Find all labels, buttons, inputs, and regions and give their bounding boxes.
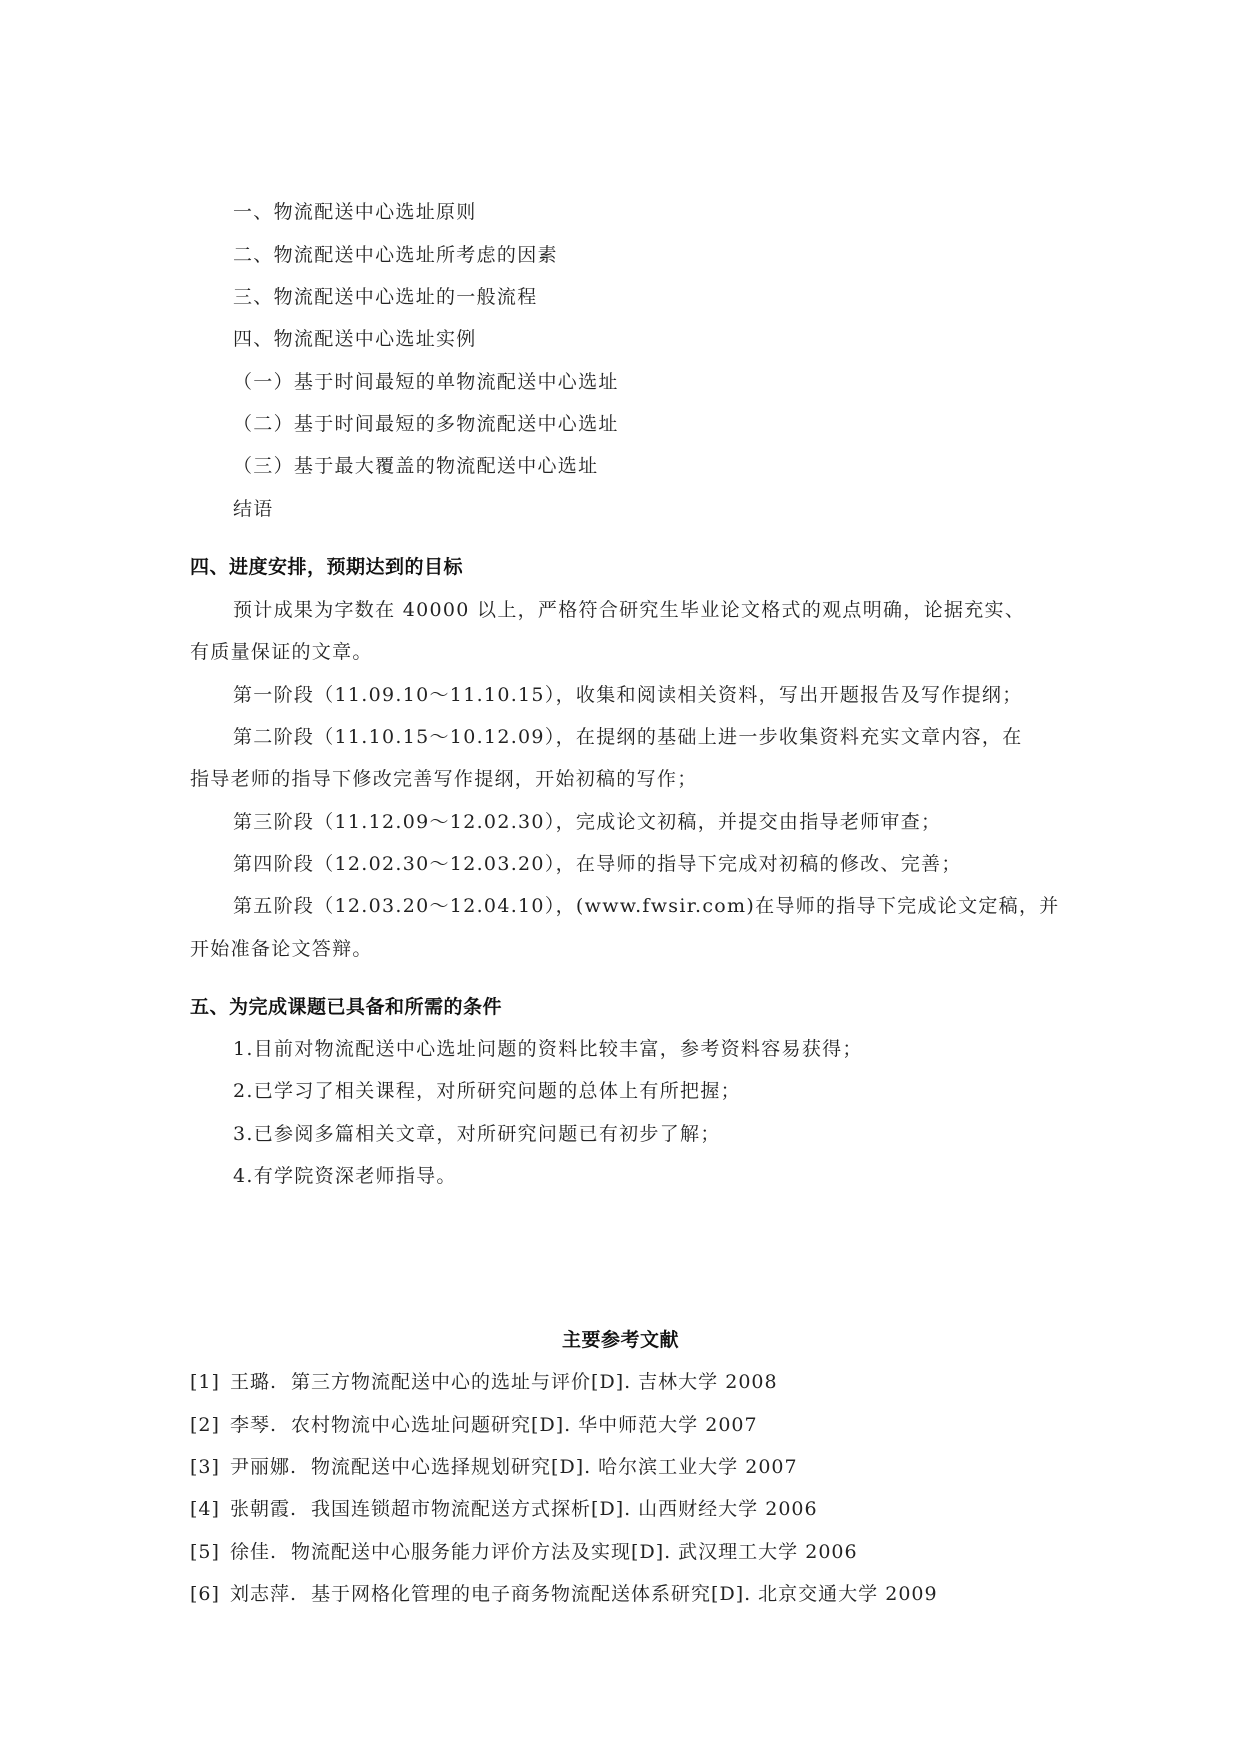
reference-number: [1] — [190, 1371, 220, 1393]
reference-text: 物流配送中心选择规划研究[D]. 哈尔滨工业大学 2007 — [311, 1456, 798, 1478]
reference-number: [2] — [190, 1414, 220, 1436]
reference-number: [5] — [190, 1541, 220, 1563]
reference-text: 农村物流中心选址问题研究[D]. 华中师范大学 2007 — [291, 1414, 758, 1436]
reference-text: 基于网格化管理的电子商务物流配送体系研究[D]. 北京交通大学 2009 — [311, 1583, 938, 1605]
reference-author: 刘志萍. — [230, 1583, 298, 1605]
outline-item: （一）基于时间最短的单物流配送中心选址 — [233, 371, 619, 393]
reference-author: 王璐. — [230, 1371, 278, 1393]
reference-number: [6] — [190, 1583, 220, 1605]
reference-text: 我国连锁超市物流配送方式探析[D]. 山西财经大学 2006 — [311, 1498, 818, 1520]
paragraph-line: 有质量保证的文章。 — [190, 641, 373, 663]
reference-item — [190, 1496, 818, 1522]
outline-item: 二、物流配送中心选址所考虑的因素 — [233, 244, 558, 266]
outline-item: 一、物流配送中心选址原则 — [233, 201, 477, 223]
reference-item — [190, 1581, 938, 1607]
paragraph-line: 第四阶段（12.02.30～12.03.20），在导师的指导下完成对初稿的修改、完善； — [233, 853, 962, 875]
section-heading: 四、进度安排，预期达到的目标 — [190, 556, 464, 578]
reference-author: 尹丽娜. — [230, 1456, 298, 1478]
section-heading: 五、为完成课题已具备和所需的条件 — [190, 996, 503, 1018]
condition-item: 1.目前对物流配送中心选址问题的资料比较丰富，参考资料容易获得； — [233, 1038, 863, 1060]
outline-item: （二）基于时间最短的多物流配送中心选址 — [233, 413, 619, 435]
reference-item — [190, 1412, 758, 1438]
reference-text: 物流配送中心服务能力评价方法及实现[D]. 武汉理工大学 2006 — [291, 1541, 858, 1563]
outline-item: 四、物流配送中心选址实例 — [233, 328, 477, 350]
paragraph-line: 第三阶段（11.12.09～12.02.30），完成论文初稿，并提交由指导老师审查； — [233, 811, 942, 833]
paragraph-line: 第五阶段（12.03.20～12.04.10），(www.fwsir.com)在导师的指导下完成论文定稿，并 — [233, 895, 1060, 917]
outline-item: （三）基于最大覆盖的物流配送中心选址 — [233, 455, 599, 477]
references-title: 主要参考文献 — [561, 1329, 679, 1351]
paragraph-line: 指导老师的指导下修改完善写作提纲，开始初稿的写作； — [190, 768, 698, 790]
reference-author: 张朝霞. — [230, 1498, 298, 1520]
paragraph-line: 第二阶段（11.10.15～10.12.09），在提纲的基础上进一步收集资料充实文章内容，在 — [233, 726, 1023, 748]
reference-text: 第三方物流配送中心的选址与评价[D]. 吉林大学 2008 — [291, 1371, 778, 1393]
reference-author: 徐佳. — [230, 1541, 278, 1563]
reference-item — [190, 1539, 858, 1565]
outline-item: 三、物流配送中心选址的一般流程 — [233, 286, 538, 308]
outline-item: 结语 — [233, 498, 274, 520]
paragraph-line: 预计成果为字数在 40000 以上，严格符合研究生毕业论文格式的观点明确，论据充实、 — [233, 599, 1026, 621]
condition-item: 4.有学院资深老师指导。 — [233, 1165, 457, 1187]
reference-item — [190, 1454, 798, 1480]
reference-item — [190, 1369, 778, 1395]
reference-number: [4] — [190, 1498, 220, 1520]
paragraph-line: 开始准备论文答辩。 — [190, 938, 373, 960]
reference-author: 李琴. — [230, 1414, 278, 1436]
condition-item: 2.已学习了相关课程，对所研究问题的总体上有所把握； — [233, 1080, 741, 1102]
condition-item: 3.已参阅多篇相关文章，对所研究问题已有初步了解； — [233, 1123, 721, 1145]
paragraph-line: 第一阶段（11.09.10～11.10.15），收集和阅读相关资料，写出开题报告及写作提纲； — [233, 684, 1023, 706]
reference-number: [3] — [190, 1456, 220, 1478]
